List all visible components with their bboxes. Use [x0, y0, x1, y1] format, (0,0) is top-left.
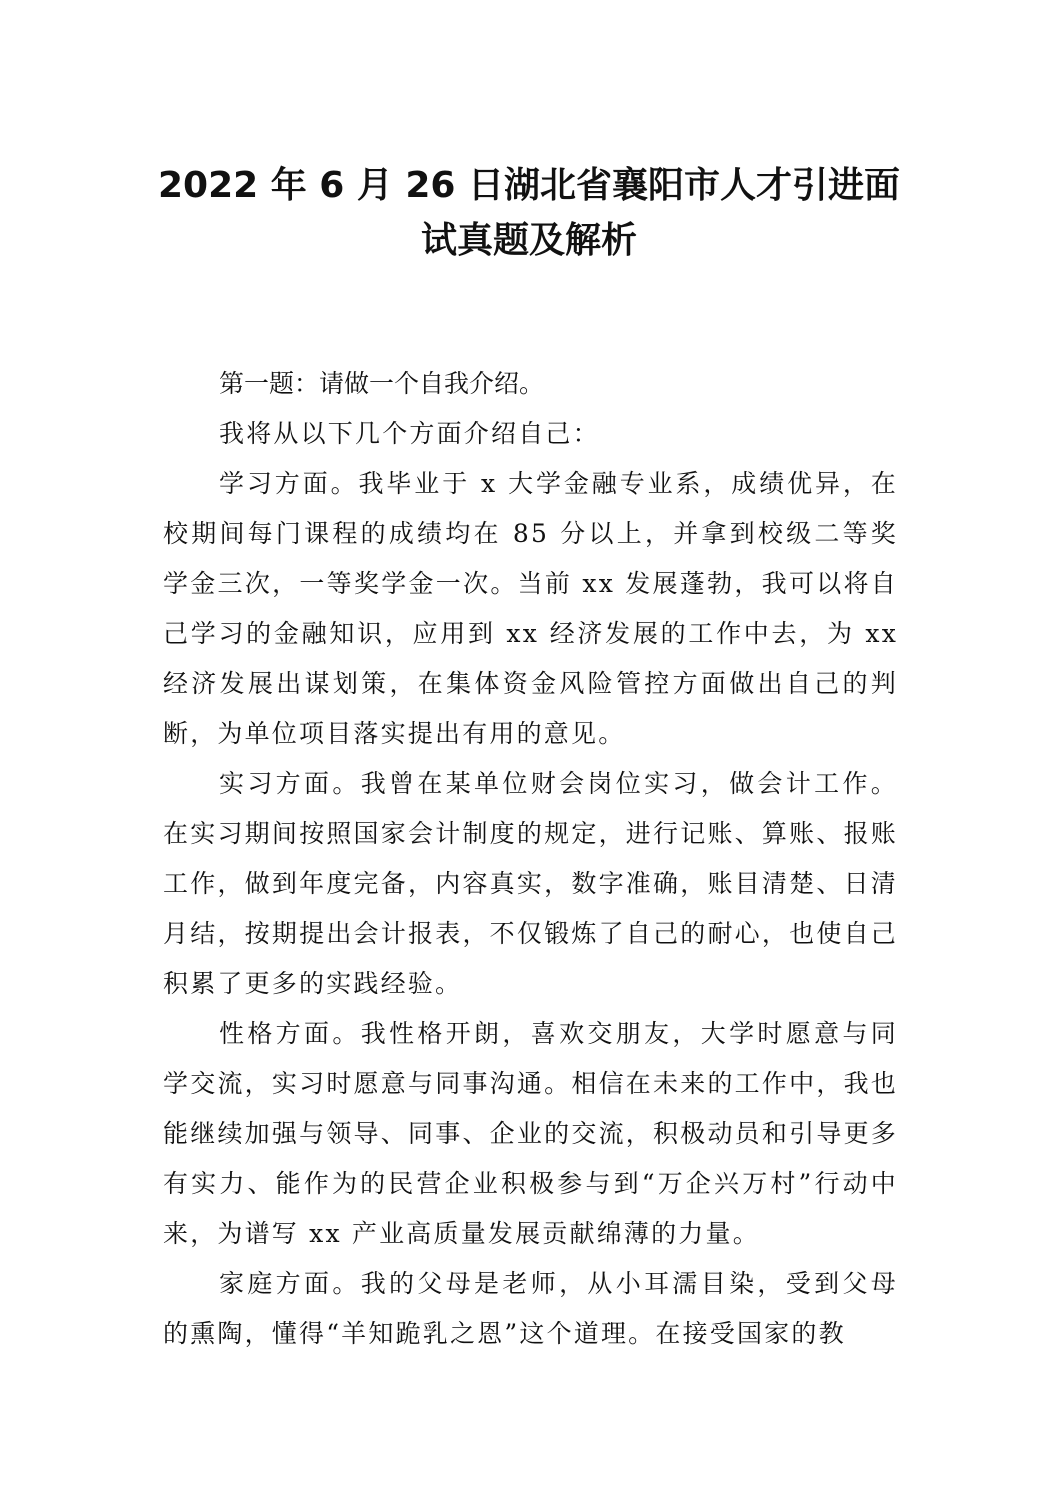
question-heading: 第一题：请做一个自我介绍。 — [219, 369, 545, 398]
title-line-2: 试真题及解析 — [420, 220, 637, 261]
paragraph-internship: 实习方面。我曾在某单位财会岗位实习，做会计工作。在实习期间按照国家会计制度的规定，进行记账、算账、报账工作，做到年度完备，内容真实，数字准确，账目清楚、日清月结，按期提出会计报表，不仅锻炼了自己的耐心，也使自己积累了更多的实践经验。 — [163, 769, 898, 998]
paragraph-intro: 我将从以下几个方面介绍自己： — [219, 419, 600, 448]
paragraph-study: 学习方面。我毕业于 x 大学金融专业系，成绩优异，在校期间每门课程的成绩均在 85 分以上，并拿到校级二等奖学金三次，一等奖学金一次。当前 xx 发展蓬勃，我可以将自己学习的金融知识，应用到 xx 经济发展的工作中去，为 xx 经济发展出谋划策，在集体资金风险管控方面做出自己的判断，为单位项目落实提出有用的意见。 — [163, 469, 898, 748]
title-line-1: 2022 年 6 月 26 日湖北省襄阳市人才引进面 — [157, 165, 900, 206]
paragraph-personality: 性格方面。我性格开朗，喜欢交朋友，大学时愿意与同学交流，实习时愿意与同事沟通。相信在未来的工作中，我也能继续加强与领导、同事、企业的交流，积极动员和引导更多有实力、能作为的民营企业积极参与到“万企兴万村”行动中来，为谱写 xx 产业高质量发展贡献绵薄的力量。 — [163, 1019, 898, 1248]
paragraph-family: 家庭方面。我的父母是老师，从小耳濡目染，受到父母的熏陶，懂得“羊知跪乳之恩”这个道理。在接受国家的教 — [163, 1269, 898, 1348]
document-body — [163, 359, 898, 1359]
document-title — [120, 158, 938, 268]
